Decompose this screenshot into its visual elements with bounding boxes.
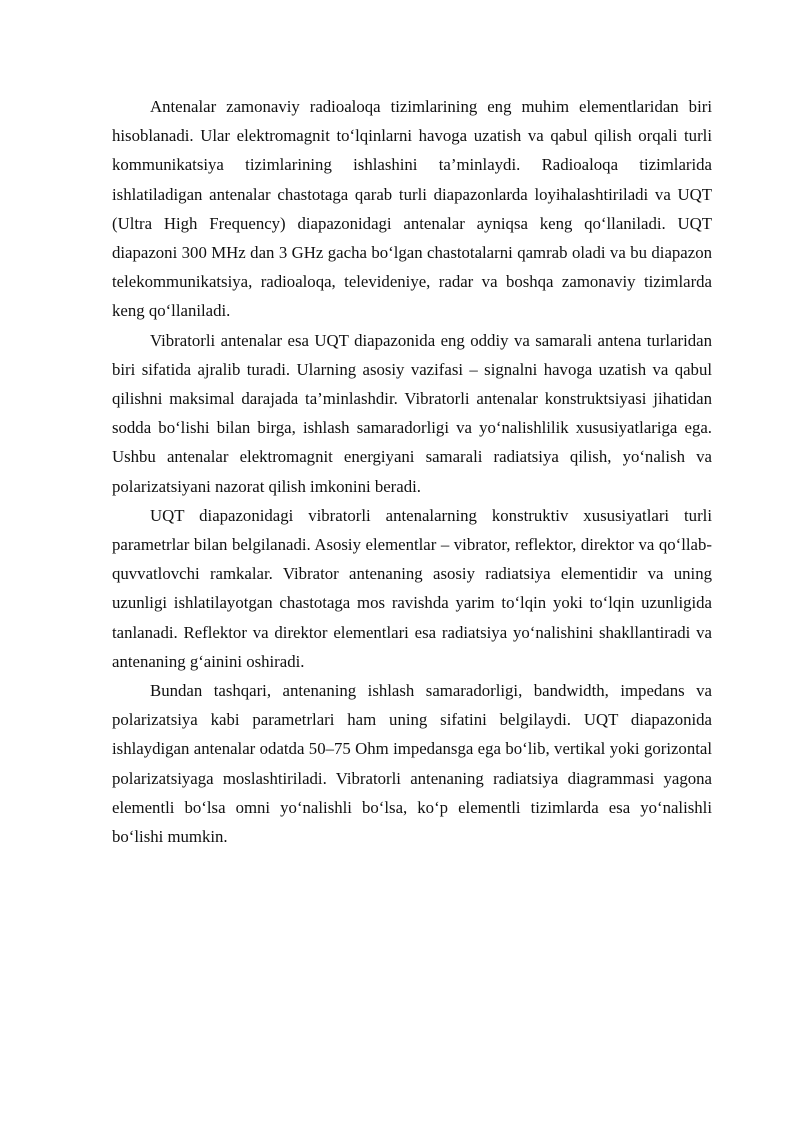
- paragraph-2: Vibratorli antenalar esa UQT diapazonida eng oddiy va samarali antena turlaridan biri sifatida ajralib turadi. Ularning asosiy vazifasi – signalni havoga uzatish va qabul qilishni maksimal darajada ta’minlashdir. Vibratorli antenalar konstruktsiyasi jihatidan sodda bo‘lishi bilan birga, ishlash samaradorligi va yo‘nalishlilik xususiyatlariga ega. Ushbu antenalar elektromagnit energiyani samarali radiatsiya qilish, yo‘nalish va polarizatsiyani nazorat qilish imkonini beradi.: [112, 330, 712, 496]
- body-text: [112, 92, 712, 851]
- paragraph-3: UQT diapazonidagi vibratorli antenalarning konstruktiv xususiyatlari turli parametrlar bilan belgilanadi. Asosiy elementlar – vibrator, reflektor, direktor va qo‘llab-quvvatlovchi ramkalar. Vibrator antenaning asosiy radiatsiya elementidir va uning uzunligi ishlatilayotgan chastotaga mos ravishda yarim to‘lqin yoki to‘lqin uzunligida tanlanadi. Reflektor va direktor elementlari esa radiatsiya yo‘nalishini shakllantiradi va antenaning g‘ainini oshiradi.: [112, 505, 712, 671]
- paragraph-4: Bundan tashqari, antenaning ishlash samaradorligi, bandwidth, impedans va polarizatsiya kabi parametrlari ham uning sifatini belgilaydi. UQT diapazonida ishlaydigan antenalar odatda 50–75 Ohm impedansga ega bo‘lib, vertikal yoki gorizontal polarizatsiyaga moslashtiriladi. Vibratorli antenaning radiatsiya diagrammasi yagona elementli bo‘lsa omni yo‘nalishli bo‘lsa, ko‘p elementli tizimlarda esa yo‘nalishli bo‘lishi mumkin.: [112, 681, 712, 847]
- paragraph-1: Antenalar zamonaviy radioaloqa tizimlarining eng muhim elementlaridan biri hisoblanadi. Ular elektromagnit to‘lqinlarni havoga uzatish va qabul qilish orqali turli kommunikatsiya tizimlarining ishlashini ta’minlaydi. Radioaloqa tizimlarida ishlatiladigan antenalar chastotaga qarab turli diapazonlarda loyihalashtiriladi va UQT (Ultra High Frequency) diapazonidagi antenalar ayniqsa keng qo‘llaniladi. UQT diapazoni 300 MHz dan 3 GHz gacha bo‘lgan chastotalarni qamrab oladi va bu diapazon telekommunikatsiya, radioaloqa, televideniye, radar va boshqa zamonaviy tizimlarda keng qo‘llaniladi.: [112, 97, 712, 321]
